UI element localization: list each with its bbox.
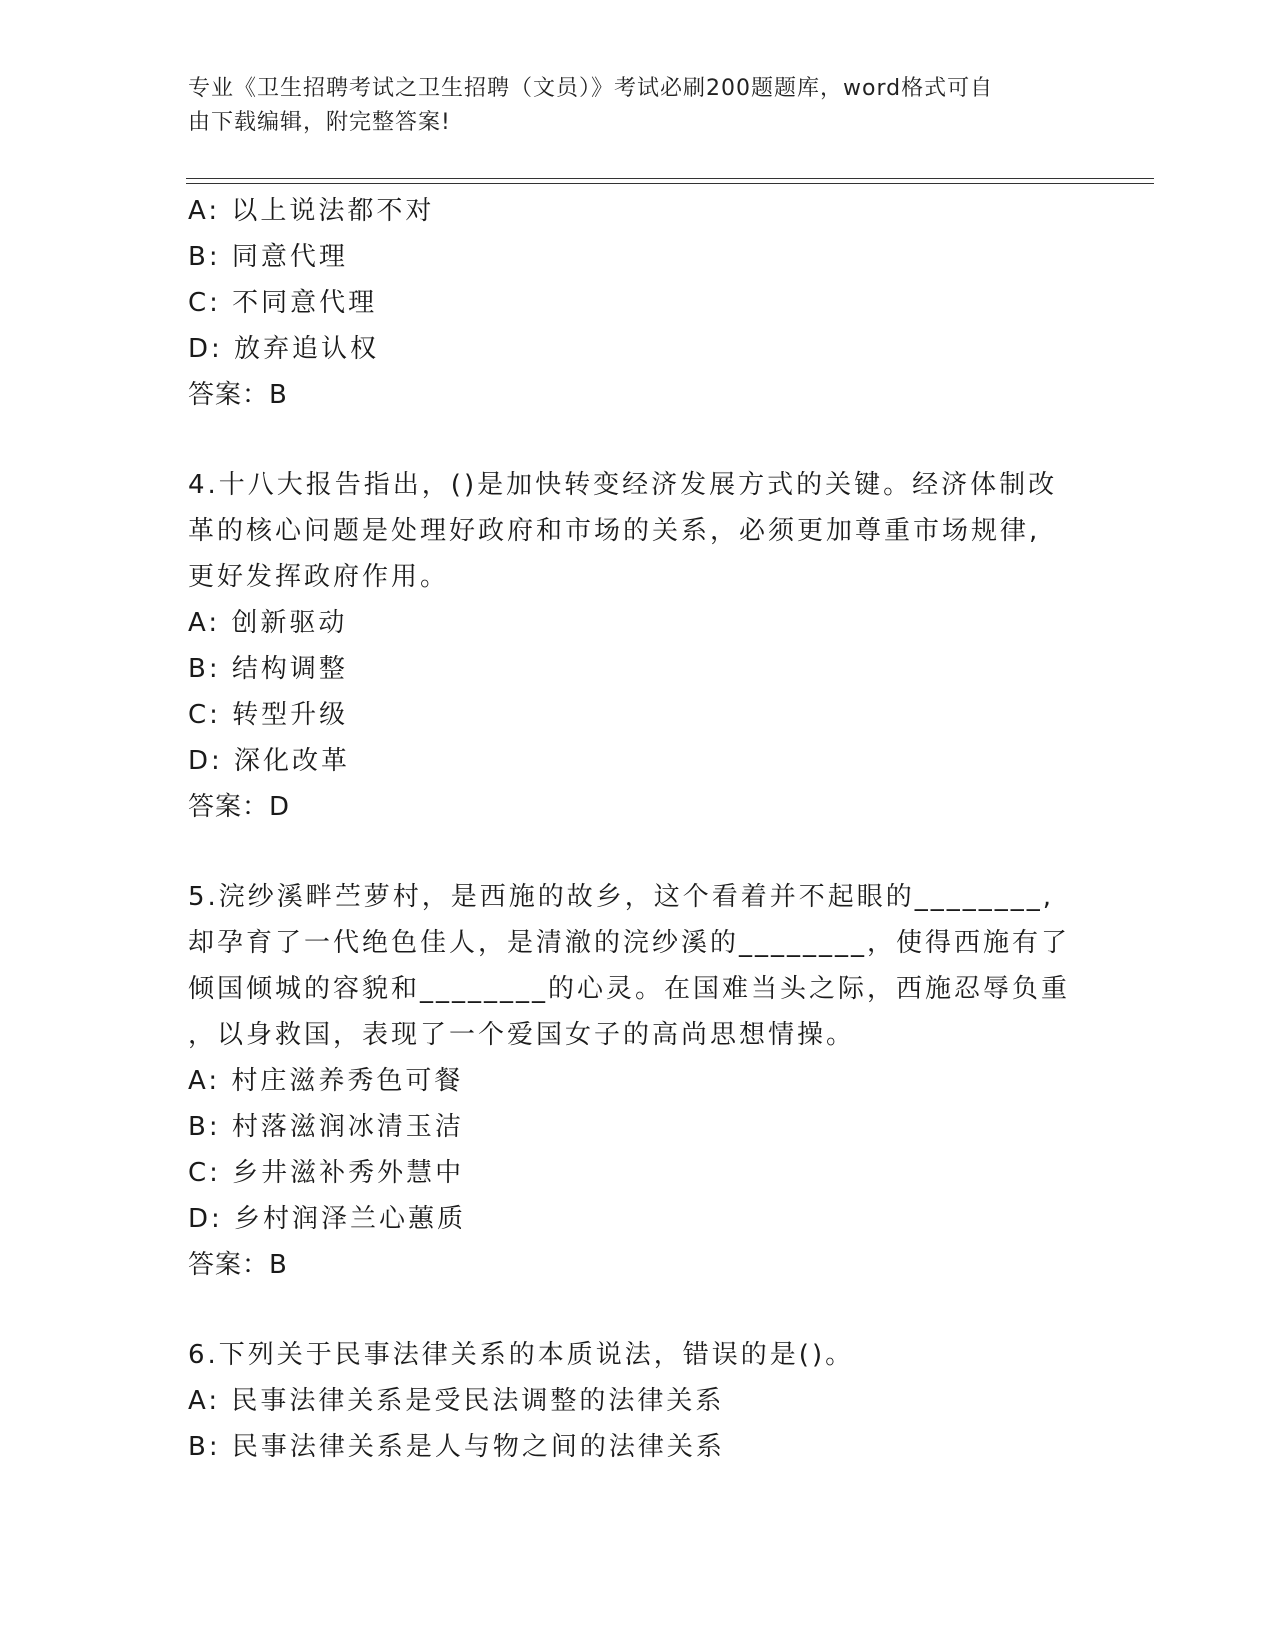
option-a: A: 民事法律关系是受民法调整的法律关系	[188, 1386, 725, 1416]
document-header	[188, 72, 1068, 140]
question-text-line: 却孕育了一代绝色佳人，是清澈的浣纱溪的________，使得西施有了	[188, 928, 1071, 958]
question-6	[188, 1332, 1088, 1470]
option-b: B: 同意代理	[188, 242, 348, 272]
header-line-2: 由下载编辑，附完整答案!	[188, 110, 451, 135]
option-c: C: 不同意代理	[188, 288, 378, 318]
question-text-line: ，以身救国，表现了一个爱国女子的高尚思想情操。	[188, 1020, 856, 1050]
question-4	[188, 462, 1088, 830]
answer: 答案：D	[188, 792, 291, 822]
spacer	[188, 1288, 1088, 1332]
answer: 答案：B	[188, 1250, 288, 1280]
option-b: B: 结构调整	[188, 654, 348, 684]
spacer	[188, 418, 1088, 462]
answer: 答案：B	[188, 380, 288, 410]
question-text-line: 革的核心问题是处理好政府和市场的关系，必须更加尊重市场规律,	[188, 516, 1041, 546]
question-text-line: 4.十八大报告指出，()是加快转变经济发展方式的关键。经济体制改	[188, 470, 1058, 500]
option-d: D: 乡村润泽兰心蕙质	[188, 1204, 467, 1234]
option-b: B: 民事法律关系是人与物之间的法律关系	[188, 1432, 725, 1462]
option-a: A: 创新驱动	[188, 608, 348, 638]
question-text-line: 6.下列关于民事法律关系的本质说法，错误的是()。	[188, 1340, 855, 1370]
question-3	[188, 188, 1088, 418]
option-b: B: 村落滋润冰清玉洁	[188, 1112, 464, 1142]
question-text-line: 倾国倾城的容貌和________的心灵。在国难当头之际，西施忍辱负重	[188, 974, 1071, 1004]
question-5	[188, 874, 1088, 1288]
option-d: D: 放弃追认权	[188, 334, 380, 364]
option-a: A: 以上说法都不对	[188, 196, 435, 226]
option-c: C: 转型升级	[188, 700, 349, 730]
question-list	[188, 188, 1088, 1470]
option-a: A: 村庄滋养秀色可餐	[188, 1066, 464, 1096]
option-c: C: 乡井滋补秀外慧中	[188, 1158, 465, 1188]
question-text-line: 更好发挥政府作用。	[188, 562, 450, 592]
spacer	[188, 830, 1088, 874]
question-text-line: 5.浣纱溪畔苎萝村，是西施的故乡，这个看着并不起眼的________,	[188, 882, 1055, 912]
option-d: D: 深化改革	[188, 746, 351, 776]
header-divider	[186, 178, 1154, 184]
header-line-1: 专业《卫生招聘考试之卫生招聘（文员）》考试必刷200题题库，word格式可自	[188, 76, 994, 101]
